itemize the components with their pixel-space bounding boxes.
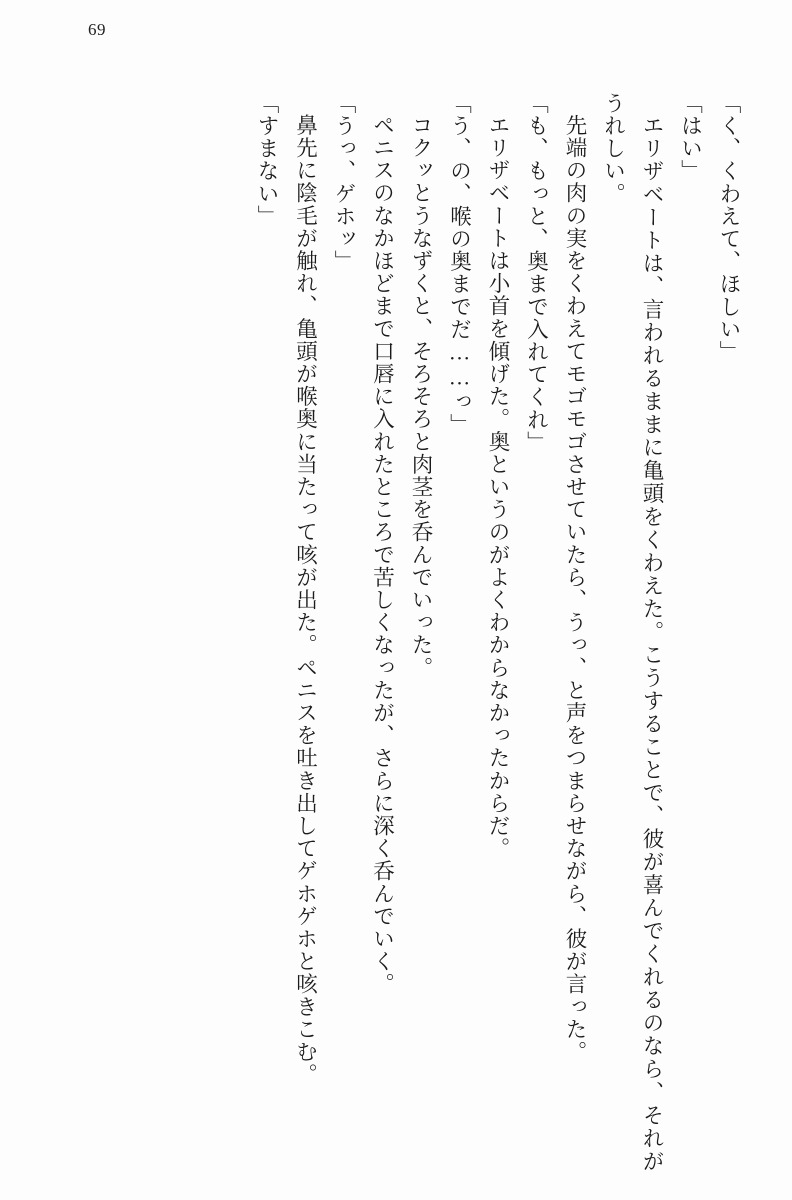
- body-paragraph: コクッとうなずくと、そろそろと肉茎を呑んでいった。: [409, 113, 433, 679]
- body-paragraph: エリザベートは小首を傾げた。奥というのがよくわからなかったからだ。: [486, 113, 510, 860]
- body-paragraph: 「すまない」: [255, 92, 279, 228]
- body-paragraph: 「う、の、喉の奥までだ……っ」: [447, 92, 472, 436]
- body-paragraph: 「も、もっと、奥まで入れてくれ」: [524, 92, 549, 454]
- body-paragraph: ペニスのなかほどまで口唇に入れたところで苦しくなったが、さらに深く呑んでいく。: [370, 113, 395, 995]
- body-paragraph: 「く、くわえて、ほしい」: [717, 92, 741, 364]
- page-number: 69: [88, 20, 106, 39]
- body-paragraph: エリザベートは、言われるままに亀頭をくわえた。こうすることで、彼が喜んでくれるのなら、それがうれしい。: [601, 92, 664, 1172]
- body-paragraph: 先端の肉の実をくわえてモゴモゴさせていたら、うっ、と声をつまらせながら、彼が言った。: [563, 113, 587, 1063]
- body-paragraph: 鼻先に陰毛が触れ、亀頭が喉奥に当たって咳が出た。ペニスを吐き出してゲホゲホと咳きこむ。: [293, 113, 318, 1086]
- body-paragraph: 「はい」: [678, 92, 703, 183]
- page-body-text: [44, 92, 748, 1172]
- body-paragraph: 「うっ、ゲホッ」: [332, 92, 356, 273]
